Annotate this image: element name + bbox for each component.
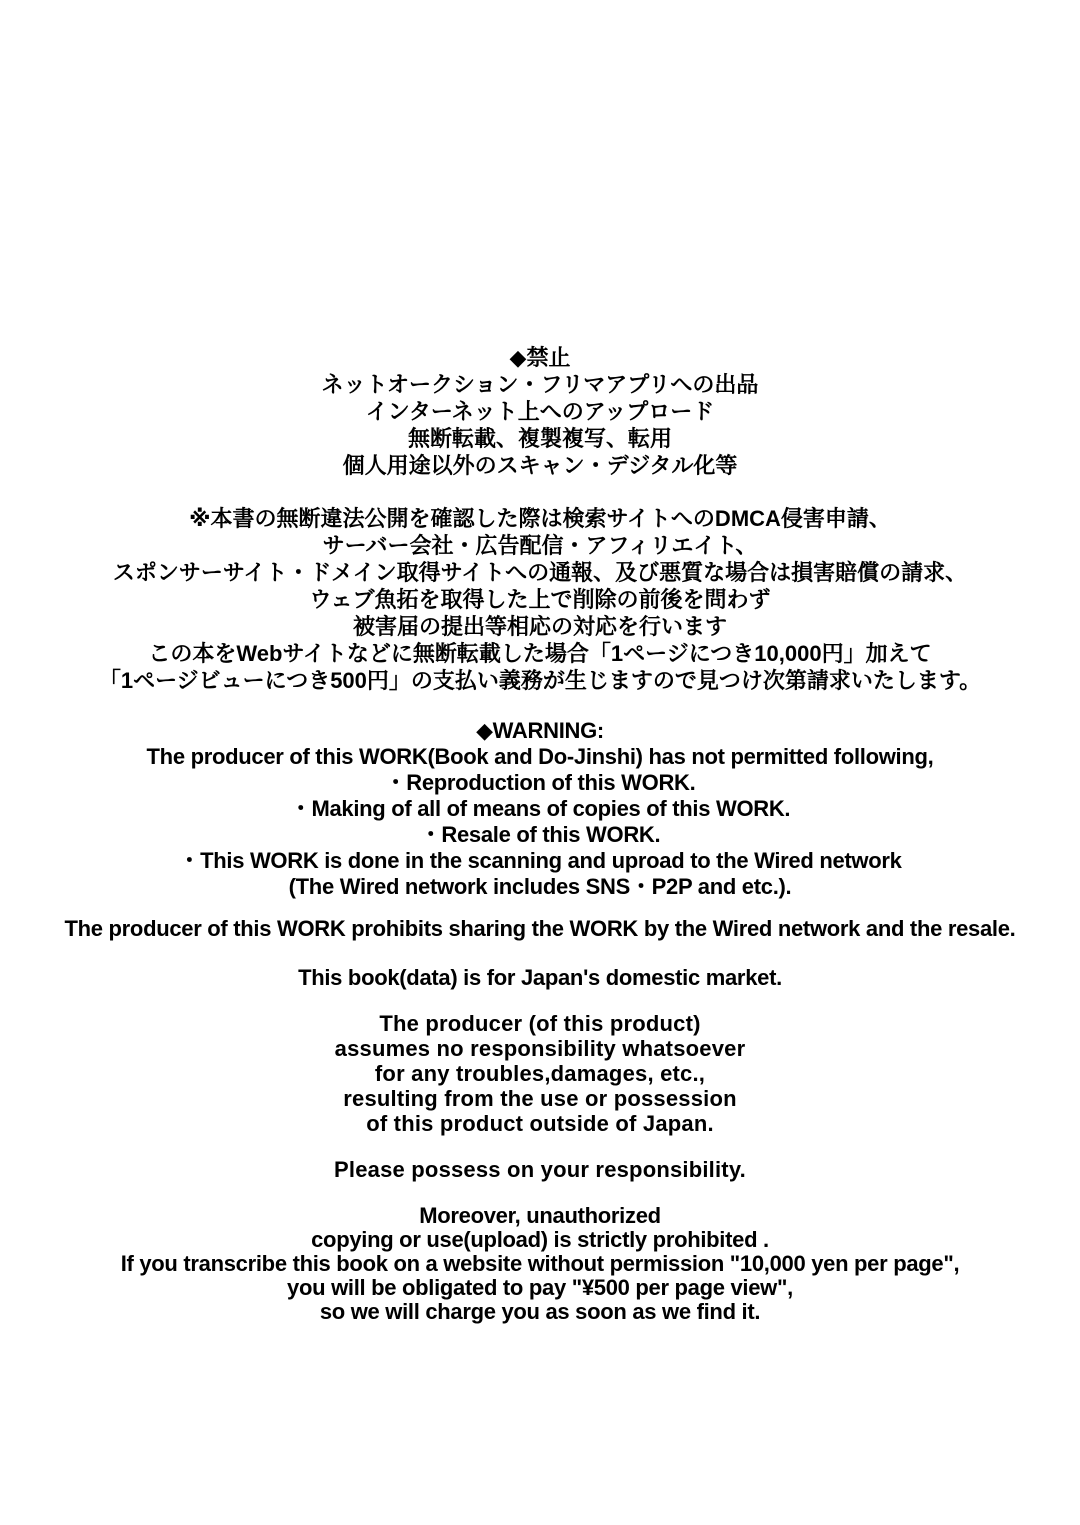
en-prohibit-section — [0, 916, 1080, 942]
en-responsibility-line: of this product outside of Japan. — [366, 1111, 714, 1136]
en-responsibility-line: assumes no responsibility whatsoever — [334, 1036, 746, 1061]
jp-notice-line: スポンサーサイト・ドメイン取得サイトへの通報、及び悪質な場合は損害賠償の請求、 — [112, 560, 968, 585]
en-warning-line: ・Resale of this WORK. — [419, 822, 661, 847]
en-moreover-line: you will be obligated to pay "¥500 per page view", — [287, 1275, 793, 1300]
jp-prohibited-heading: ◆禁止 — [509, 345, 571, 370]
jp-prohibited-line: 無断転載、複製複写、転用 — [407, 426, 672, 451]
jp-notice-line: この本をWebサイトなどに無断転載した場合「1ページにつき10,000円」加えて — [148, 641, 932, 666]
jp-notice-section — [0, 505, 1080, 694]
en-responsibility-section — [0, 1011, 1080, 1136]
jp-notice-line: ※本書の無断違法公開を確認した際は検索サイトへのDMCA侵害申請、 — [189, 506, 891, 531]
jp-notice-line: ウェブ魚拓を取得した上で削除の前後を問わず — [309, 587, 771, 612]
jp-notice-line: 被害届の提出等相応の対応を行います — [352, 614, 727, 639]
en-domestic-section — [0, 965, 1080, 991]
en-possess-section — [0, 1157, 1080, 1182]
jp-prohibited-section — [0, 344, 1080, 479]
jp-notice-line: 「1ページビューにつき500円」の支払い義務が生じますので見つけ次第請求いたします。 — [98, 668, 982, 693]
en-moreover-line: If you transcribe this book on a website without permission "10,000 yen per page", — [120, 1251, 960, 1276]
en-warning-line: ・This WORK is done in the scanning and uproad to the Wired network — [178, 848, 902, 873]
en-warning-line: The producer of this WORK(Book and Do-Jinshi) has not permitted following, — [146, 744, 934, 769]
en-prohibit-line: The producer of this WORK prohibits sharing the WORK by the Wired network and the resale. — [64, 916, 1016, 941]
jp-prohibited-line: インターネット上へのアップロード — [365, 399, 715, 424]
en-warning-heading: ◆WARNING: — [476, 718, 604, 743]
en-responsibility-line: resulting from the use or possession — [343, 1086, 737, 1111]
en-moreover-section — [0, 1204, 1080, 1324]
en-warning-section — [0, 718, 1080, 900]
en-responsibility-line: for any troubles,damages, etc., — [374, 1061, 706, 1086]
en-moreover-line: so we will charge you as soon as we find it. — [319, 1299, 761, 1324]
en-moreover-line: Moreover, unauthorized — [419, 1203, 661, 1228]
en-moreover-line: copying or use(upload) is strictly prohibited . — [311, 1227, 769, 1252]
en-responsibility-line: The producer (of this product) — [379, 1011, 701, 1036]
jp-prohibited-line: ネットオークション・フリマアプリへの出品 — [321, 372, 759, 397]
en-warning-line: (The Wired network includes SNS・P2P and etc.). — [288, 874, 792, 899]
en-domestic-line: This book(data) is for Japan's domestic market. — [298, 965, 782, 990]
en-warning-line: ・Reproduction of this WORK. — [384, 770, 696, 795]
jp-prohibited-line: 個人用途以外のスキャン・デジタル化等 — [342, 453, 738, 478]
en-possess-line: Please possess on your responsibility. — [334, 1157, 746, 1182]
jp-notice-line: サーバー会社・広告配信・アフィリエイト、 — [322, 533, 758, 558]
en-warning-line: ・Making of all of means of copies of this WORK. — [289, 796, 791, 821]
